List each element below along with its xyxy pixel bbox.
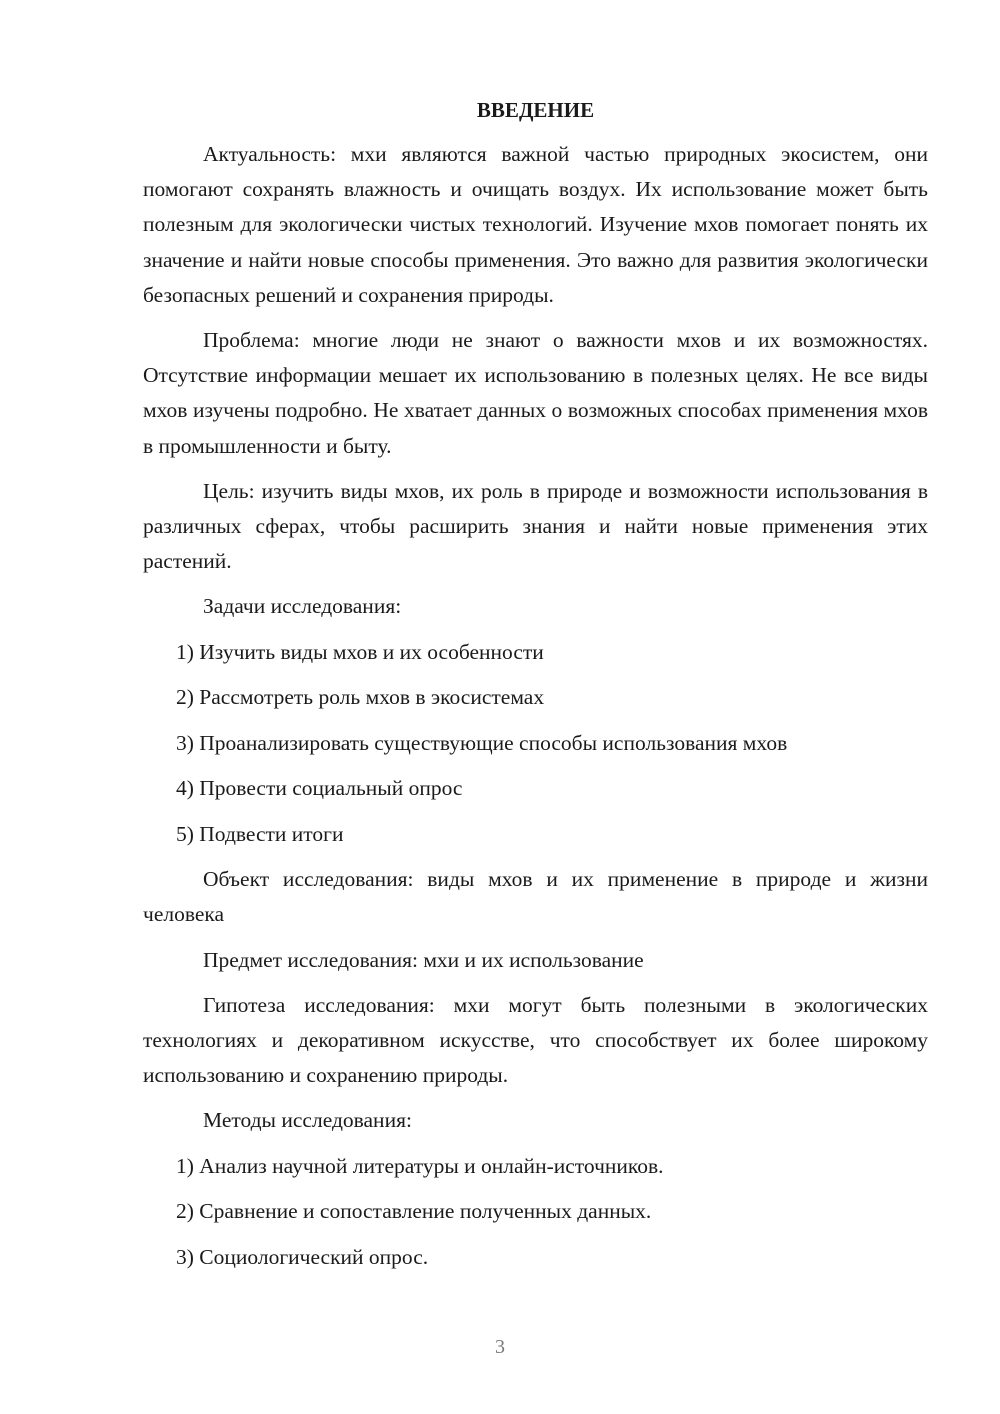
subject-paragraph: Предмет исследования: мхи и их использование bbox=[203, 947, 644, 972]
relevance-paragraph: Актуальность: мхи являются важной частью природных экосистем, они помогают сохранять влажность и очищать воздух. Их использование может быть полезным для экологически чистых технологий. Изучение мхов помогает понять их значение и найти новые способы применения. Это важно для развития экологически безопасных решений и сохранения природы. bbox=[143, 142, 928, 307]
task-item: 3) Проанализировать существующие способы использования мхов bbox=[176, 730, 788, 755]
method-item: 2) Сравнение и сопоставление полученных данных. bbox=[176, 1199, 652, 1224]
problem-paragraph: Проблема: многие люди не знают о важности мхов и их возможностях. Отсутствие информации мешает их использованию в полезных целях. Не все виды мхов изучены подробно. Не хватает данных о возможных способах применения мхов в промышленности и быту. bbox=[143, 328, 928, 458]
object-paragraph: Объект исследования: виды мхов и их применение в природе и жизни человека bbox=[143, 867, 928, 927]
hypothesis-paragraph: Гипотеза исследования: мхи могут быть полезными в экологических технологиях и декоративном искусстве, что способствует их более широкому использованию и сохранению природы. bbox=[143, 992, 928, 1088]
methods-list bbox=[143, 1149, 928, 1275]
goal-paragraph: Цель: изучить виды мхов, их роль в природе и возможности использования в различных сферах, чтобы расширить знания и найти новые применения этих растений. bbox=[143, 478, 928, 574]
tasks-list bbox=[143, 635, 928, 852]
page-number: 3 bbox=[495, 1336, 505, 1358]
page-content bbox=[143, 95, 928, 1275]
section-title: ВВЕДЕНИЕ bbox=[476, 98, 595, 122]
method-item: 3) Социологический опрос. bbox=[176, 1244, 429, 1269]
task-item: 2) Рассмотреть роль мхов в экосистемах bbox=[176, 685, 545, 710]
method-item: 1) Анализ научной литературы и онлайн-источников. bbox=[176, 1153, 664, 1178]
task-item: 4) Провести социальный опрос bbox=[176, 776, 463, 801]
methods-heading: Методы исследования: bbox=[203, 1108, 412, 1133]
task-item: 5) Подвести итоги bbox=[176, 821, 344, 846]
task-item: 1) Изучить виды мхов и их особенности bbox=[176, 639, 544, 664]
tasks-heading: Задачи исследования: bbox=[203, 594, 402, 619]
